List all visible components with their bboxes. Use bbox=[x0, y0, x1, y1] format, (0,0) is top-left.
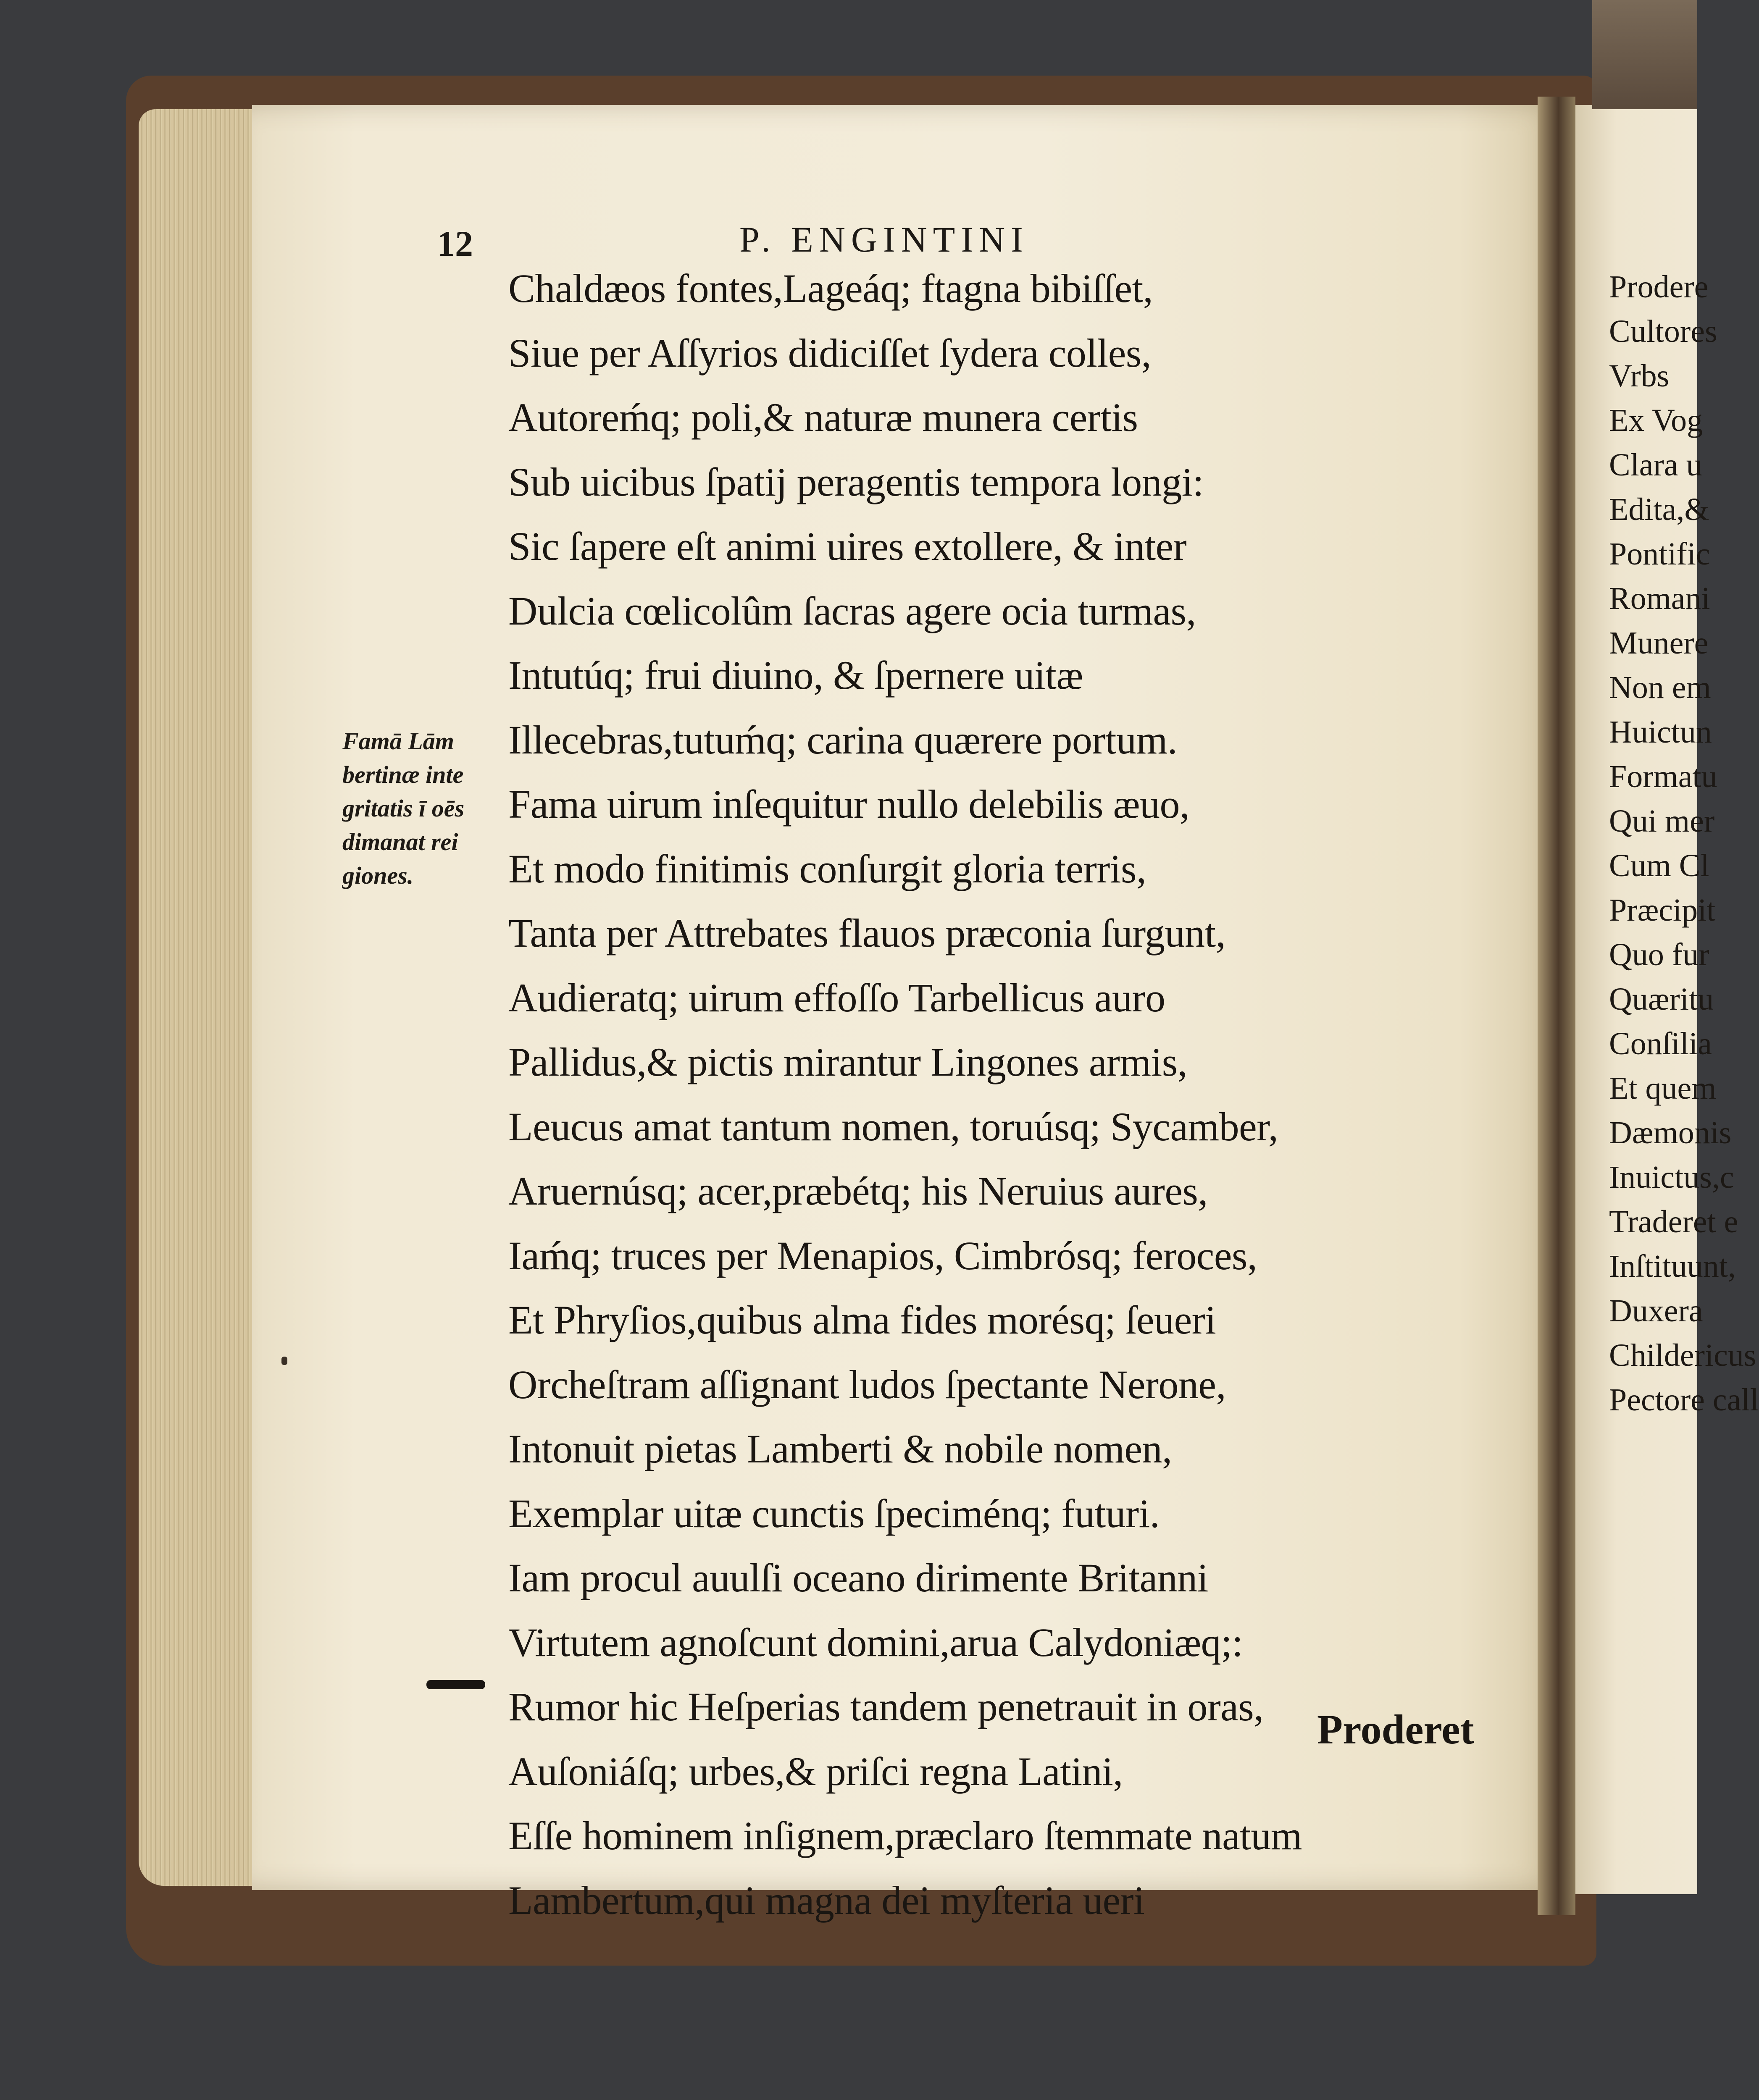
verse-line: Audieratq; uirum effoſſo Tarbellicus auro bbox=[508, 975, 1165, 1020]
verse-line: Orcheſtram aſſignant ludos ſpectante Nerone, bbox=[508, 1362, 1226, 1407]
page-number: 12 bbox=[437, 223, 473, 264]
verse-line: Autoreḿq; poli,& naturæ munera certis bbox=[508, 395, 1138, 440]
right-line: Traderet e bbox=[1609, 1204, 1738, 1239]
verse-line: Et modo finitimis conſurgit gloria terris, bbox=[508, 846, 1146, 891]
right-line: Inſtituunt, bbox=[1609, 1249, 1736, 1284]
verse-line: Iaḿq; truces per Menapios, Cimbrósq; feroces, bbox=[508, 1233, 1257, 1278]
verse-line: Intutúq; frui diuino, & ſpernere uitæ bbox=[508, 653, 1083, 698]
verse-line: Lambertum,qui magna dei myſteria ueri bbox=[508, 1877, 1145, 1923]
marginal-note-line: gritatis ī oēs bbox=[342, 795, 465, 822]
running-head: P. ENGINTINI bbox=[739, 219, 1029, 260]
verse-line: Virtutem agnoſcunt domini,arua Calydoniæq;: bbox=[508, 1620, 1243, 1665]
right-line: Non em bbox=[1609, 670, 1711, 705]
right-page bbox=[1563, 105, 1759, 1894]
marginal-note-line: Famā Lām bbox=[342, 727, 454, 755]
verse-line: Auſoniáſq; urbes,& priſci regna Latini, bbox=[508, 1748, 1123, 1794]
verse-line: Rumor hic Heſperias tandem penetrauit in oras, bbox=[508, 1684, 1264, 1729]
right-line: Ex Vog bbox=[1609, 403, 1703, 438]
verse-line: Dulcia cœlicolûm ſacras agere ocia turmas, bbox=[508, 588, 1196, 633]
verse-line: Iam procul auulſi oceano dirimente Britanni bbox=[508, 1555, 1208, 1600]
right-line: Cultores bbox=[1609, 314, 1717, 349]
verse-line: Aruernúsq; acer,præbétq; his Neruius aures, bbox=[508, 1168, 1208, 1213]
verse-line: Et Phryſios,quibus alma fides morésq; ſeueri bbox=[508, 1297, 1216, 1342]
right-line: Et quem bbox=[1609, 1071, 1717, 1106]
right-line: Quo fur bbox=[1609, 937, 1709, 972]
verse-line: Illecebras,tutuḿq; carina quærere portum. bbox=[508, 717, 1178, 762]
right-line: Clara u bbox=[1609, 447, 1702, 483]
right-line: Duxera bbox=[1609, 1293, 1703, 1328]
marginal-note bbox=[342, 724, 506, 892]
right-line: Pontific bbox=[1609, 536, 1710, 572]
right-page-text bbox=[1609, 265, 1759, 1422]
verse-line: Chaldæos fontes,Lageáq; ftagna bibiſſet, bbox=[508, 266, 1153, 311]
verse-line: Intonuit pietas Lamberti & nobile nomen, bbox=[508, 1426, 1172, 1471]
verse-line: Tanta per Attrebates flauos præconia ſurgunt, bbox=[508, 911, 1226, 956]
verse-block bbox=[508, 256, 1483, 1932]
right-line: Childericus bbox=[1609, 1338, 1756, 1373]
right-line: Præcipit bbox=[1609, 892, 1716, 928]
right-line: Vrbs bbox=[1609, 358, 1670, 394]
right-line: Pectore call bbox=[1609, 1382, 1759, 1418]
verse-line: Fama uirum inſequitur nullo delebilis æuo, bbox=[508, 782, 1190, 827]
verse-line: Exemplar uitæ cunctis ſpeciménq; futuri. bbox=[508, 1491, 1160, 1536]
right-line: Prodere bbox=[1609, 269, 1709, 304]
ink-dash-mark bbox=[426, 1680, 485, 1689]
bookmark-ribbon bbox=[1592, 0, 1697, 109]
right-line: Dæmonis bbox=[1609, 1115, 1732, 1150]
right-line: Edita,& bbox=[1609, 492, 1709, 527]
right-line: Quæritu bbox=[1609, 982, 1714, 1017]
verse-line: Eſſe hominem inſignem,præclaro ſtemmate natum bbox=[508, 1813, 1302, 1858]
right-line: Formatu bbox=[1609, 759, 1717, 794]
marginal-note-line: giones. bbox=[342, 862, 414, 889]
verse-line: Sub uicibus ſpatij peragentis tempora longi: bbox=[508, 459, 1204, 504]
right-line: Romani bbox=[1609, 581, 1710, 616]
right-line: Conſilia bbox=[1609, 1026, 1712, 1061]
right-line: Qui mer bbox=[1609, 803, 1715, 839]
right-line: Inuictus,c bbox=[1609, 1160, 1734, 1195]
verse-line: Pallidus,& pictis mirantur Lingones armis, bbox=[508, 1040, 1188, 1084]
right-line: Munere bbox=[1609, 625, 1709, 661]
verse-line: Siue per Aſſyrios didiciſſet ſydera colles, bbox=[508, 330, 1152, 375]
marginal-note-line: bertinæ inte bbox=[342, 761, 464, 788]
ink-dot-mark bbox=[281, 1357, 287, 1365]
book-gutter bbox=[1538, 97, 1575, 1915]
right-line: Cum Cl bbox=[1609, 848, 1709, 883]
marginal-note-line: dimanat rei bbox=[342, 828, 458, 856]
right-line: Huictun bbox=[1609, 714, 1712, 750]
verse-line: Leucus amat tantum nomen, toruúsq; Sycamber, bbox=[508, 1104, 1278, 1149]
catchword: Proderet bbox=[1317, 1706, 1474, 1753]
verse-line: Sic ſapere eſt animi uires extollere, & inter bbox=[508, 524, 1187, 569]
page-edges bbox=[139, 109, 265, 1886]
